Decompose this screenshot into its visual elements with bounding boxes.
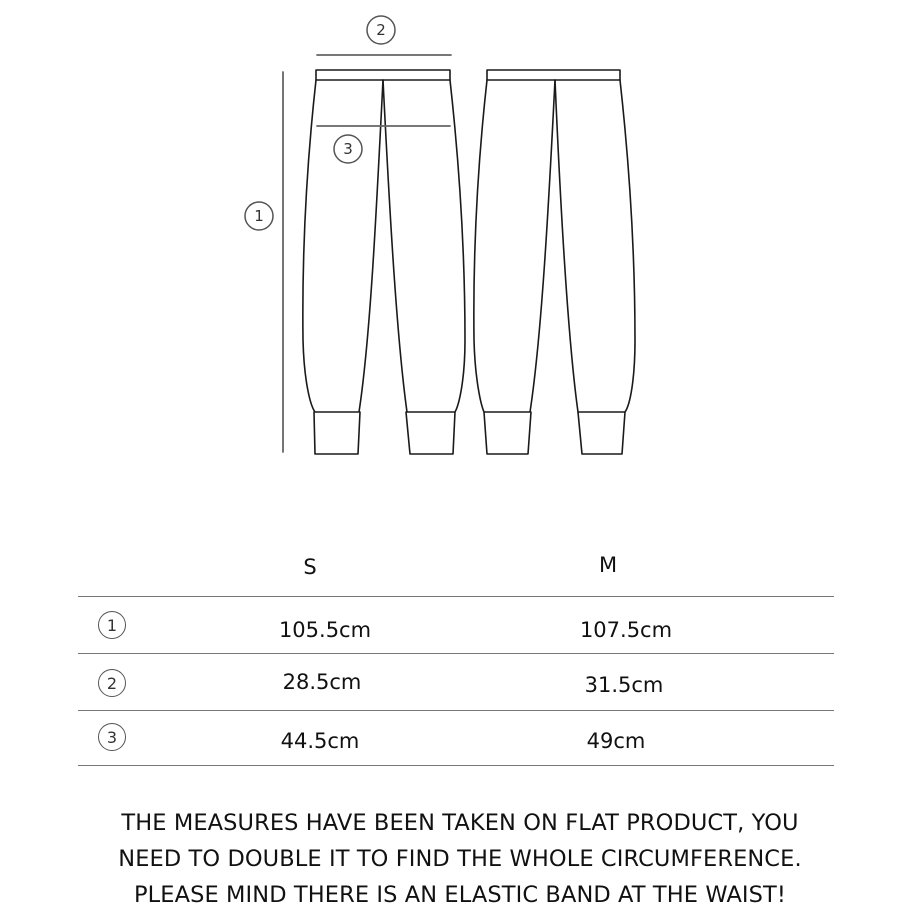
- size-s-value: 44.5cm: [280, 729, 360, 753]
- size-s-value: 28.5cm: [282, 670, 362, 694]
- notice-line: PLEASE MIND THERE IS AN ELASTIC BAND AT THE WAIST!: [133, 882, 787, 908]
- svg-text:2: 2: [376, 21, 386, 39]
- pants-front-view: [303, 70, 465, 454]
- row-marker-badge: 2: [98, 669, 126, 697]
- row-marker-badge: 1: [98, 611, 126, 639]
- notice-line: NEED TO DOUBLE IT TO FIND THE WHOLE CIRCUMFERENCE.: [118, 846, 802, 872]
- marker-badge-waist: [367, 16, 395, 44]
- size-s-value: 105.5cm: [278, 618, 372, 642]
- svg-text:3: 3: [343, 140, 353, 158]
- table-divider: [78, 765, 834, 766]
- row-marker-badge: 3: [98, 723, 126, 751]
- marker-badge-length: [245, 202, 273, 230]
- table-row: [78, 597, 834, 653]
- size-header-s: S: [303, 555, 317, 579]
- size-m-value: 31.5cm: [584, 673, 664, 697]
- pants-back-view: [474, 70, 635, 454]
- svg-text:1: 1: [254, 207, 264, 225]
- notice-line: THE MEASURES HAVE BEEN TAKEN ON FLAT PRODUCT, YOU: [121, 810, 799, 836]
- table-row: [78, 711, 834, 767]
- table-row: [78, 654, 834, 710]
- size-m-value: 49cm: [586, 729, 646, 753]
- size-header-m: M: [598, 553, 618, 577]
- marker-badge-hip: [334, 135, 362, 163]
- size-m-value: 107.5cm: [579, 618, 673, 642]
- measurement-notice: [40, 805, 880, 913]
